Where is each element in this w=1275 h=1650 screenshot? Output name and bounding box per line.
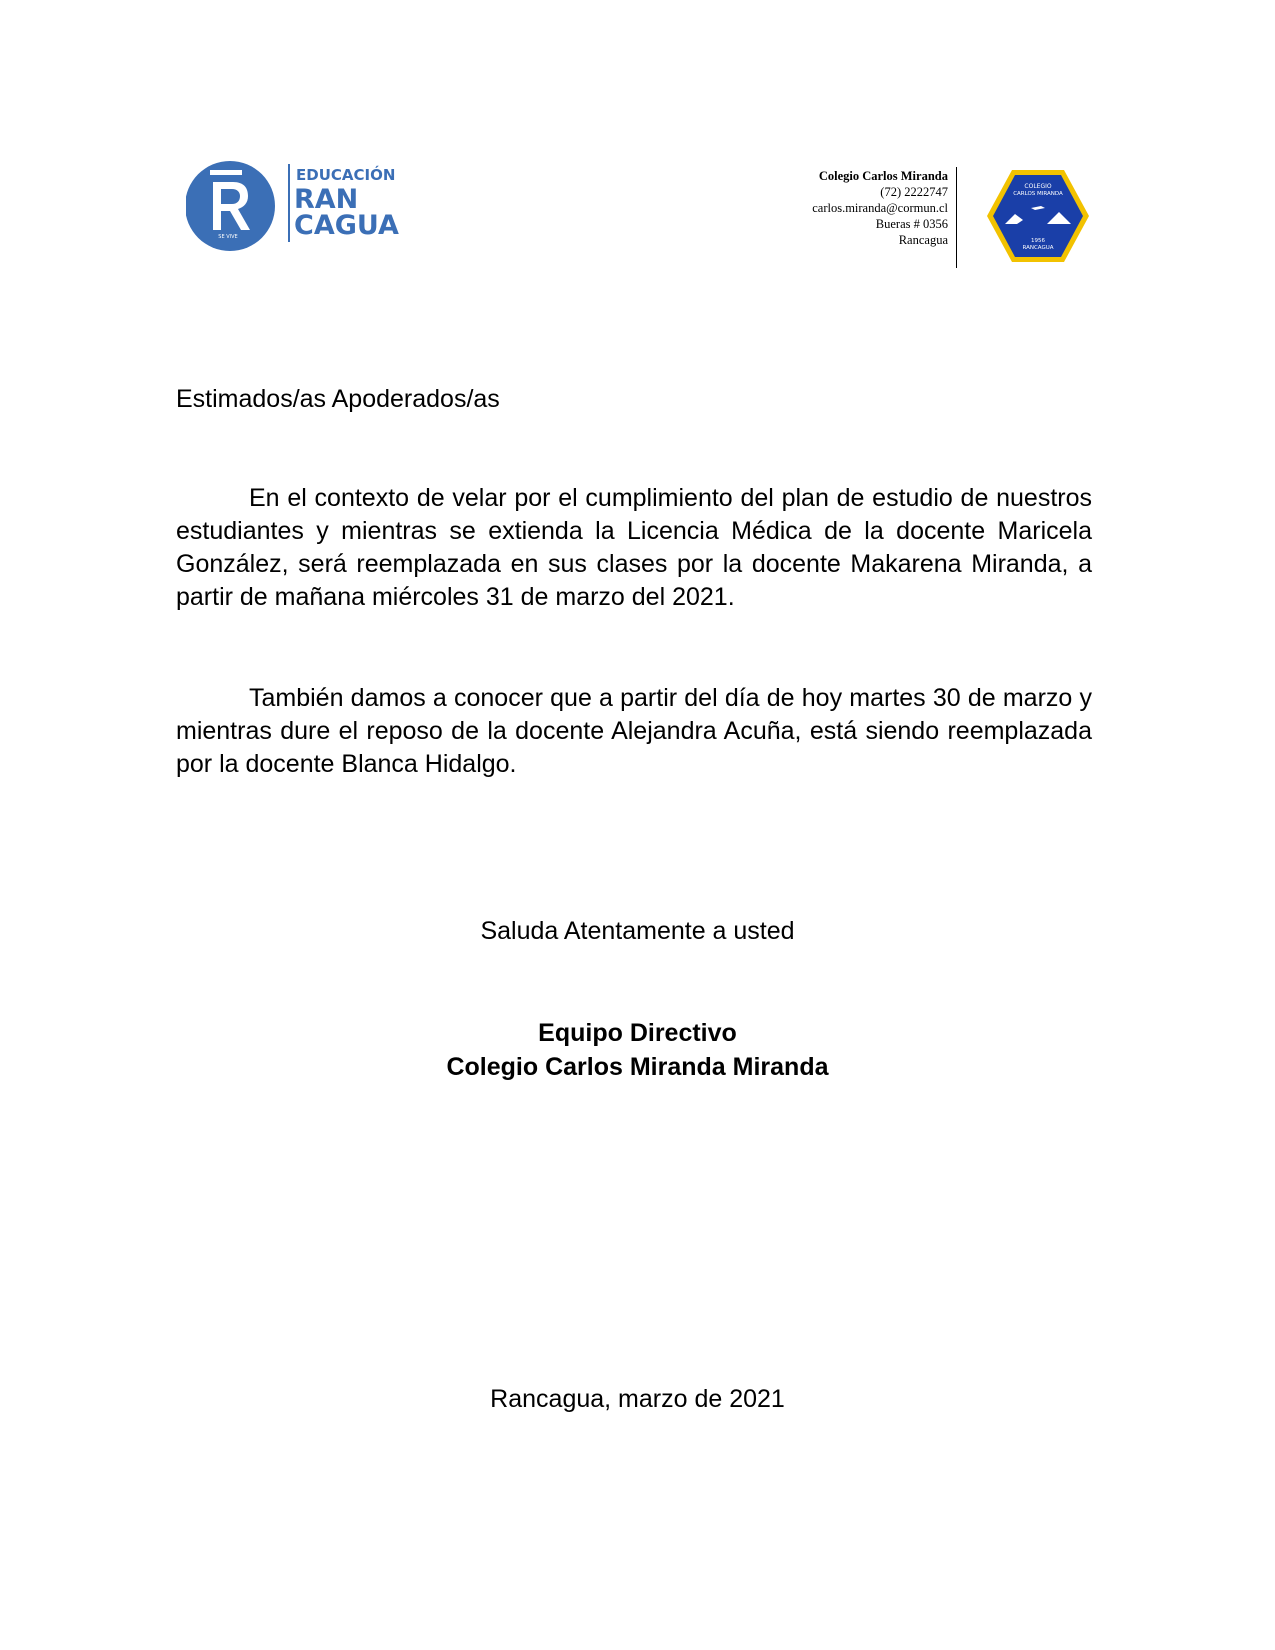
school-phone: (72) 2222747 bbox=[880, 185, 948, 199]
crest-top-text: COLEGIO bbox=[1024, 183, 1052, 190]
crest-bottom-text: 1956 bbox=[1031, 238, 1045, 244]
signature-line-2: Colegio Carlos Miranda Miranda bbox=[446, 1053, 829, 1081]
logo-brand-line2: RAN bbox=[294, 184, 359, 215]
school-address: Bueras # 0356 bbox=[875, 217, 948, 231]
school-contact-block bbox=[760, 168, 948, 248]
signature-line-1: Equipo Directivo bbox=[538, 1019, 737, 1047]
letter-closing: Saluda Atentamente a usted bbox=[480, 917, 795, 945]
logo-brand-line1: EDUCACIÓN bbox=[296, 166, 396, 184]
letter-signature bbox=[0, 1016, 1275, 1084]
school-city: Rancagua bbox=[898, 233, 948, 247]
letter-paragraph-2: También damos a conocer que a partir del día de hoy martes 30 de marzo y mientras dure el reposo de la docente Alejandra Acuña, está siendo reemplazada por la docente Blanca Hidalgo. bbox=[176, 684, 1092, 778]
letter-salutation: Estimados/as Apoderados/as bbox=[176, 385, 500, 413]
logo-small-tagline: SE VIVE bbox=[218, 234, 238, 240]
educacion-rancagua-logo bbox=[186, 158, 406, 266]
crest-top-text-2: CARLOS MIRANDA bbox=[1013, 191, 1063, 197]
letter-place-date: Rancagua, marzo de 2021 bbox=[490, 1385, 785, 1413]
school-name: Colegio Carlos Miranda bbox=[818, 169, 948, 183]
educacion-rancagua-logo-graphic bbox=[186, 158, 406, 266]
letter-paragraph-1: En el contexto de velar por el cumplimiento del plan de estudio de nuestros estudiantes y mientras se extienda la Licencia Médica de la docente Maricela González, será reemplazada en sus clases por la docente Makarena Miranda, a partir de mañana miércoles 31 de marzo del 2021. bbox=[176, 484, 1092, 611]
school-crest bbox=[985, 168, 1091, 264]
school-email: carlos.miranda@cormun.cl bbox=[812, 201, 948, 215]
logo-brand-line3: CAGUA bbox=[294, 210, 399, 241]
crest-bottom-text-2: RANCAGUA bbox=[1022, 245, 1054, 251]
school-crest-graphic bbox=[985, 168, 1091, 264]
header-divider bbox=[956, 167, 957, 268]
